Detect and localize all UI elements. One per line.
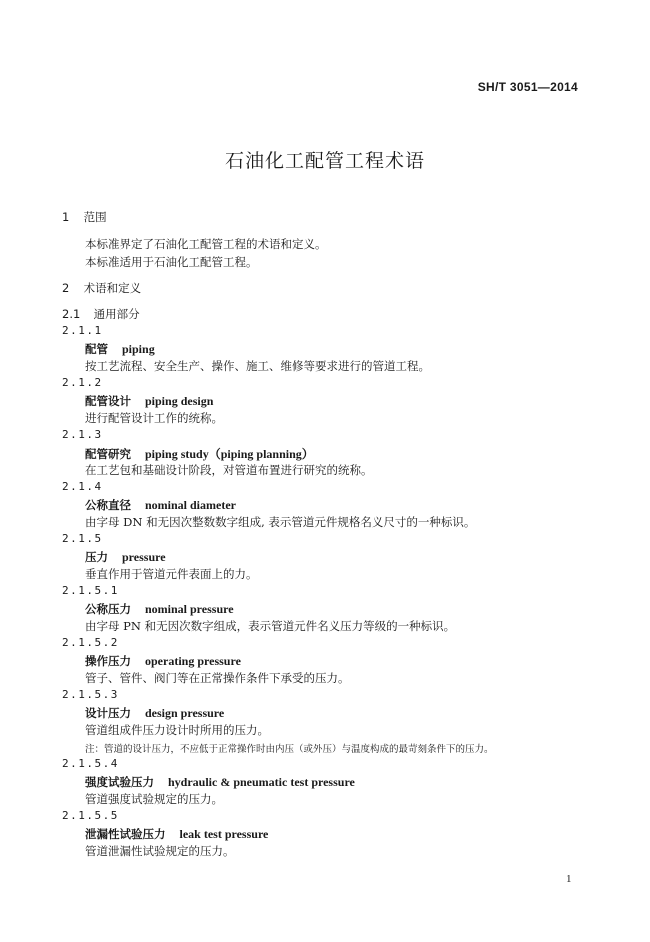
scope-paragraph: 本标准界定了石油化工配管工程的术语和定义。: [85, 237, 327, 251]
term-chinese: 公称压力: [85, 602, 131, 616]
term-entry: [85, 774, 355, 790]
term-entry: [85, 549, 166, 565]
section-title: 术语和定义: [83, 281, 142, 295]
scope-paragraph: 本标准适用于石油化工配管工程。: [85, 255, 258, 269]
term-english: operating pressure: [145, 654, 241, 668]
clause-number: 2.1.5.5: [62, 809, 119, 822]
document-title: 石油化工配管工程术语: [224, 150, 425, 172]
section-2-heading: [62, 280, 141, 296]
term-definition: 按工艺流程、安全生产、操作、施工、维修等要求进行的管道工程。: [85, 359, 430, 373]
term-entry: [85, 705, 224, 721]
term-english: piping design: [145, 394, 214, 408]
term-definition: 在工艺包和基础设计阶段，对管道布置进行研究的统称。: [85, 463, 373, 477]
section-number: 2: [62, 281, 70, 295]
standard-code: SH/T 3051—2014: [477, 80, 578, 94]
term-entry: [85, 341, 155, 357]
term-definition: 管道泄漏性试验规定的压力。: [85, 844, 235, 858]
term-definition: 进行配管设计工作的统称。: [85, 411, 223, 425]
term-english: design pressure: [145, 706, 225, 720]
term-entry: [85, 393, 213, 409]
term-chinese: 配管: [85, 342, 108, 356]
term-chinese: 操作压力: [85, 654, 131, 668]
term-chinese: 压力: [85, 550, 108, 564]
term-english: leak test pressure: [179, 827, 269, 841]
clause-number: 2.1.3: [62, 428, 103, 441]
term-chinese: 公称直径: [85, 498, 131, 512]
section-title: 范围: [83, 210, 107, 224]
term-english: nominal diameter: [145, 498, 236, 512]
term-entry: [85, 497, 236, 513]
term-chinese: 配管设计: [85, 394, 131, 408]
term-chinese: 设计压力: [85, 706, 131, 720]
term-english: hydraulic & pneumatic test pressure: [168, 775, 355, 789]
term-entry: [85, 601, 234, 617]
term-english: pressure: [122, 550, 166, 564]
section-number: 2.1: [62, 307, 81, 321]
term-definition: 由字母 PN 和无因次数字组成，表示管道元件名义压力等级的一种标识。: [85, 619, 456, 633]
section-title: 通用部分: [93, 307, 140, 321]
term-entry: [85, 826, 268, 842]
term-chinese: 泄漏性试验压力: [85, 827, 166, 841]
term-chinese: 强度试验压力: [85, 775, 154, 789]
section-1-heading: [62, 209, 107, 225]
page-number: 1: [566, 873, 572, 885]
term-english: nominal pressure: [145, 602, 234, 616]
term-definition: 管子、管件、阀门等在正常操作条件下承受的压力。: [85, 671, 350, 685]
clause-number: 2.1.2: [62, 376, 103, 389]
term-definition: 管道组成件压力设计时所用的压力。: [85, 723, 269, 737]
term-note: 注：管道的设计压力，不应低于正常操作时由内压（或外压）与温度构成的最苛刻条件下的压力。: [85, 744, 494, 755]
term-entry: [85, 653, 241, 669]
term-definition: 管道强度试验规定的压力。: [85, 792, 223, 806]
clause-number: 2.1.5: [62, 532, 103, 545]
term-english: piping study（piping planning）: [145, 447, 314, 461]
clause-number: 2.1.1: [62, 324, 103, 337]
term-definition: 垂直作用于管道元件表面上的力。: [85, 567, 258, 581]
clause-number: 2.1.5.1: [62, 584, 119, 597]
clause-number: 2.1.5.3: [62, 688, 119, 701]
term-entry: [85, 445, 314, 462]
term-english: piping: [122, 342, 155, 356]
clause-number: 2.1.5.4: [62, 757, 119, 770]
clause-number: 2.1.5.2: [62, 636, 119, 649]
section-number: 1: [62, 210, 70, 224]
section-2-1-heading: [62, 306, 140, 322]
clause-number: 2.1.4: [62, 480, 103, 493]
term-chinese: 配管研究: [85, 447, 131, 461]
term-definition: 由字母 DN 和无因次整数数字组成, 表示管道元件规格名义尺寸的一种标识。: [85, 515, 476, 529]
